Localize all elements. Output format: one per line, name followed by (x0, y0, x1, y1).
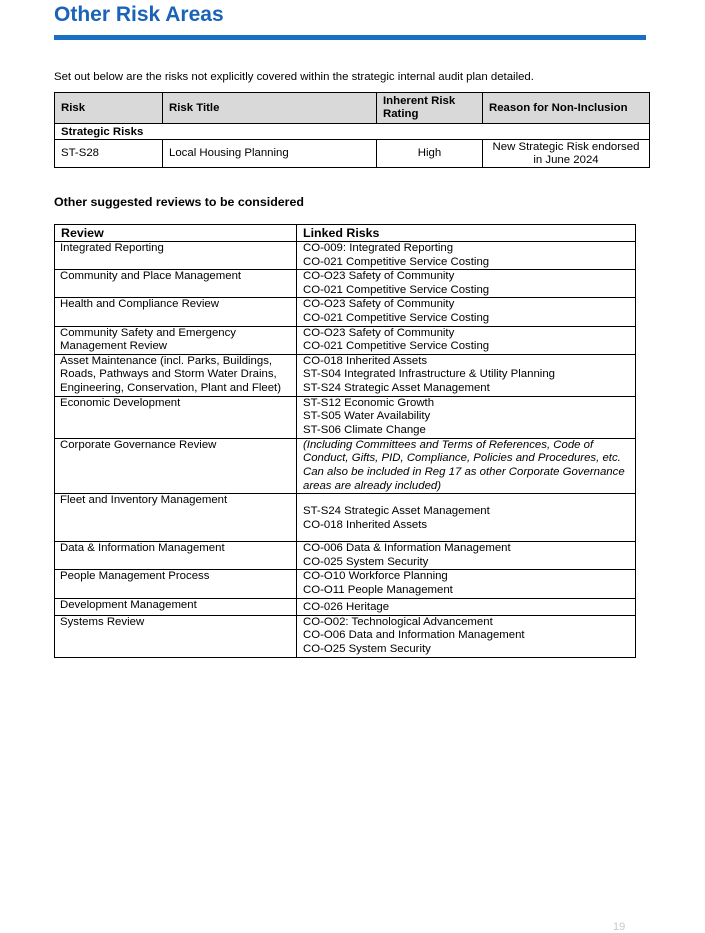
risk-reason: New Strategic Risk endorsed in June 2024 (483, 140, 650, 168)
review-name: Economic Development (55, 396, 297, 438)
linked-risks (297, 542, 636, 570)
linked-risk-item: CO-009: Integrated Reporting (303, 242, 454, 254)
risk-rating: High (377, 140, 483, 168)
linked-risk-item: CO-018 Inherited Assets (303, 518, 428, 531)
table-row (55, 615, 636, 657)
linked-risk-item: ST-S24 Strategic Asset Management (303, 381, 490, 394)
linked-risk-item: CO-018 Inherited Assets (303, 354, 428, 367)
linked-risks (297, 354, 636, 396)
risk-table (54, 92, 650, 168)
table-row (55, 598, 636, 615)
review-table-header (55, 225, 636, 242)
reviews-heading: Other suggested reviews to be considered (54, 195, 304, 209)
table-row (55, 270, 636, 298)
risk-id: ST-S28 (55, 140, 163, 168)
review-name: Health and Compliance Review (55, 298, 297, 326)
linked-risk-item: CO-021 Competitive Service Costing (303, 340, 490, 353)
linked-risk-item: CO-021 Competitive Service Costing (303, 255, 490, 268)
linked-risks-header: Linked Risks (297, 225, 636, 242)
linked-risk-item: CO-O23 Safety of Community (303, 270, 455, 283)
table-row (55, 438, 636, 493)
review-name: Community Safety and Emergency Management Review (55, 326, 297, 354)
linked-risk-item: CO-026 Heritage (303, 600, 390, 613)
linked-risks (297, 298, 636, 326)
table-row (55, 298, 636, 326)
linked-risk-item: CO-O06 Data and Information Management (303, 629, 525, 642)
section-row (55, 124, 650, 140)
review-name: Asset Maintenance (incl. Parks, Buildings, Roads, Pathways and Storm Water Drains, Engineering, Conservation, Plant and Fleet) (55, 354, 297, 396)
table-row (55, 242, 636, 270)
linked-risk-item: CO-O11 People Management (303, 583, 453, 596)
reason-header: Reason for Non-Inclusion (483, 93, 650, 124)
risk-title-header: Risk Title (163, 93, 377, 124)
linked-risks (297, 494, 636, 542)
review-table-body (55, 242, 636, 658)
linked-risk-item: CO-O10 Workforce Planning (303, 570, 448, 583)
table-row (55, 570, 636, 598)
intro-text: Set out below are the risks not explicitly covered within the strategic internal audit plan detailed. (54, 71, 534, 83)
linked-risk-item: ST-S04 Integrated Infrastructure & Utility Planning (303, 368, 555, 381)
linked-risks (297, 570, 636, 598)
linked-risks (297, 438, 636, 493)
review-name: Community and Place Management (55, 270, 297, 298)
linked-risks (297, 242, 636, 270)
table-row (55, 542, 636, 570)
title-underline (54, 35, 646, 40)
risk-table-header (55, 93, 650, 124)
review-name: Systems Review (55, 615, 297, 657)
review-name: People Management Process (55, 570, 297, 598)
table-row (55, 494, 636, 542)
linked-risk-item: CO-O02: Technological Advancement (303, 615, 493, 628)
table-row (55, 140, 650, 168)
review-name: Fleet and Inventory Management (55, 494, 297, 542)
linked-risk-item: (Including Committees and Terms of References, Code of Conduct, Gifts, PID, Compliance, Policies and Procedures, etc. Can also be included in Reg 17 as other Corporate Governance areas are already included) (303, 438, 625, 492)
review-name: Integrated Reporting (55, 242, 297, 270)
review-table (54, 224, 636, 658)
section-label: Strategic Risks (55, 124, 650, 140)
review-header: Review (55, 225, 297, 242)
inherent-risk-rating-header: Inherent Risk Rating (377, 93, 483, 124)
linked-risk-item: CO-O23 Safety of Community (303, 298, 455, 311)
linked-risk-item: ST-S12 Economic Growth (303, 396, 435, 409)
table-row (55, 354, 636, 396)
linked-risk-item: CO-O23 Safety of Community (303, 326, 455, 339)
linked-risk-item: ST-S06 Climate Change (303, 423, 426, 436)
page-title: Other Risk Areas (54, 3, 224, 26)
review-name: Data & Information Management (55, 542, 297, 570)
linked-risks (297, 598, 636, 615)
linked-risks (297, 615, 636, 657)
linked-risk-item: ST-S24 Strategic Asset Management (303, 505, 490, 518)
review-name: Corporate Governance Review (55, 438, 297, 493)
linked-risks (297, 270, 636, 298)
risk-header: Risk (55, 93, 163, 124)
linked-risk-item: CO-025 System Security (303, 555, 429, 568)
linked-risks (297, 396, 636, 438)
linked-risk-item: CO-021 Competitive Service Costing (303, 283, 490, 296)
risk-title: Local Housing Planning (163, 140, 377, 168)
review-name: Development Management (55, 598, 297, 615)
table-row (55, 396, 636, 438)
linked-risk-item: ST-S05 Water Availability (303, 410, 431, 423)
linked-risk-item: CO-021 Competitive Service Costing (303, 311, 490, 324)
linked-risk-item: CO-O25 System Security (303, 642, 431, 655)
page-number: 19 (613, 921, 626, 933)
table-row (55, 326, 636, 354)
linked-risk-item: CO-006 Data & Information Management (303, 542, 511, 555)
linked-risks (297, 326, 636, 354)
